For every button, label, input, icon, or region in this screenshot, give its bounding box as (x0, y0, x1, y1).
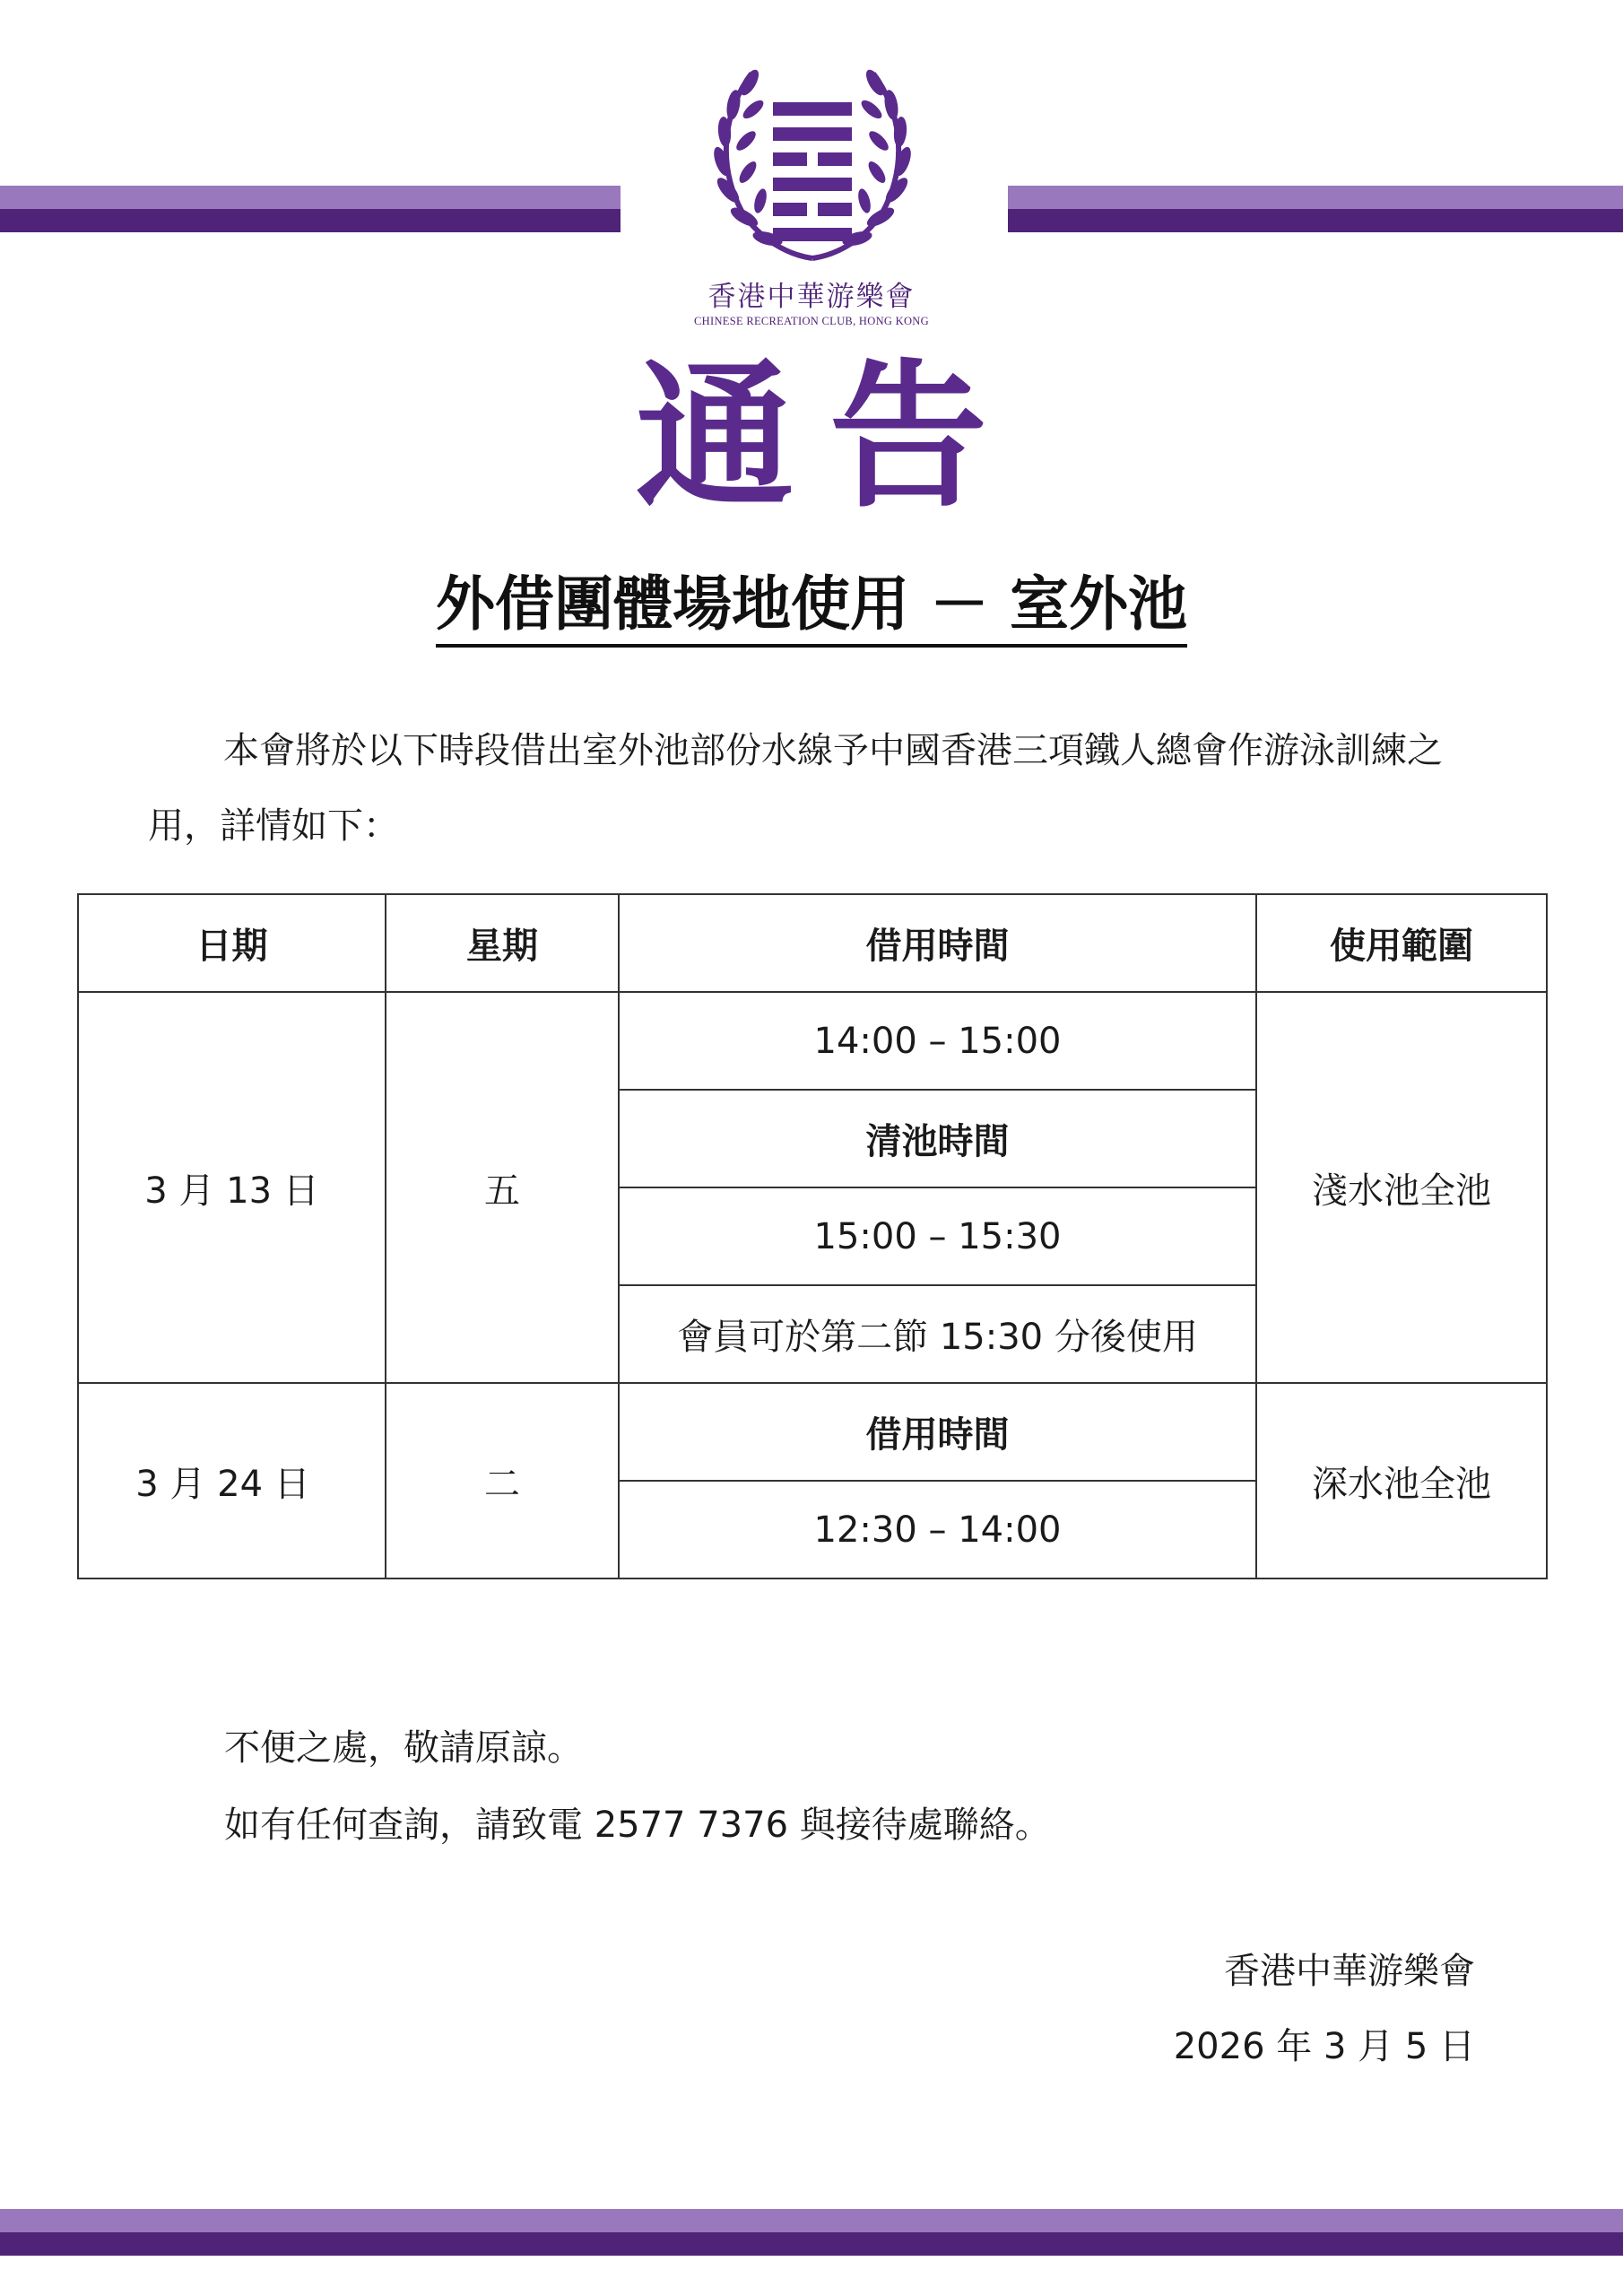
row1-time-3: 15:00 – 15:30 (619, 1187, 1256, 1285)
row1-weekday: 五 (386, 992, 619, 1383)
row2-date: 3 月 24 日 (78, 1383, 386, 1578)
logo-name-cn: 香港中華游樂會 (707, 281, 916, 313)
top-band-right (1008, 186, 1623, 232)
header-weekday: 星期 (386, 894, 619, 992)
bottom-band (0, 2209, 1623, 2256)
header-scope: 使用範圍 (1256, 894, 1547, 992)
row1-date: 3 月 13 日 (78, 992, 386, 1383)
notice-subject (0, 556, 1623, 641)
top-band-left (0, 186, 621, 232)
signature-org: 香港中華游樂會 (1224, 1951, 1475, 1992)
laurel-wreath-trigram-logo-icon (698, 56, 927, 271)
row1-time-1: 14:00 – 15:00 (619, 992, 1256, 1090)
closing-text (224, 1709, 1051, 1864)
closing-line-2: 如有任何查詢，請致電 2577 7376 與接待處聯絡。 (224, 1805, 1051, 1846)
notice-subject-text: 外借團體場地使用 － 室外池 (436, 570, 1187, 648)
row2-time-2: 12:30 – 14:00 (619, 1481, 1256, 1578)
logo-name-en: CHINESE RECREATION CLUB, HONG KONG (694, 315, 929, 327)
table-row (78, 1383, 1547, 1481)
schedule-table (77, 893, 1548, 1579)
signature-date: 2026 年 3 月 5 日 (1173, 2026, 1475, 2067)
signature-block (1174, 1934, 1475, 2084)
notice-title: 通告 (635, 345, 1023, 529)
header-time: 借用時間 (619, 894, 1256, 992)
row1-scope: 淺水池全池 (1256, 992, 1547, 1383)
row2-scope: 深水池全池 (1256, 1383, 1547, 1578)
row2-weekday: 二 (386, 1383, 619, 1578)
row1-time-2: 清池時間 (619, 1090, 1256, 1187)
table-row (78, 992, 1547, 1090)
intro-text: 本會將於以下時段借出室外池部份水線予中國香港三項鐵人總會作游泳訓練之用，詳情如下： (148, 730, 1443, 847)
closing-line-1: 不便之處，敬請原諒。 (224, 1727, 583, 1769)
row1-time-4: 會員可於第二節 15:30 分後使用 (619, 1285, 1256, 1383)
intro-paragraph (148, 713, 1493, 864)
header-date: 日期 (78, 894, 386, 992)
table-header-row (78, 894, 1547, 992)
row2-time-1: 借用時間 (619, 1383, 1256, 1481)
